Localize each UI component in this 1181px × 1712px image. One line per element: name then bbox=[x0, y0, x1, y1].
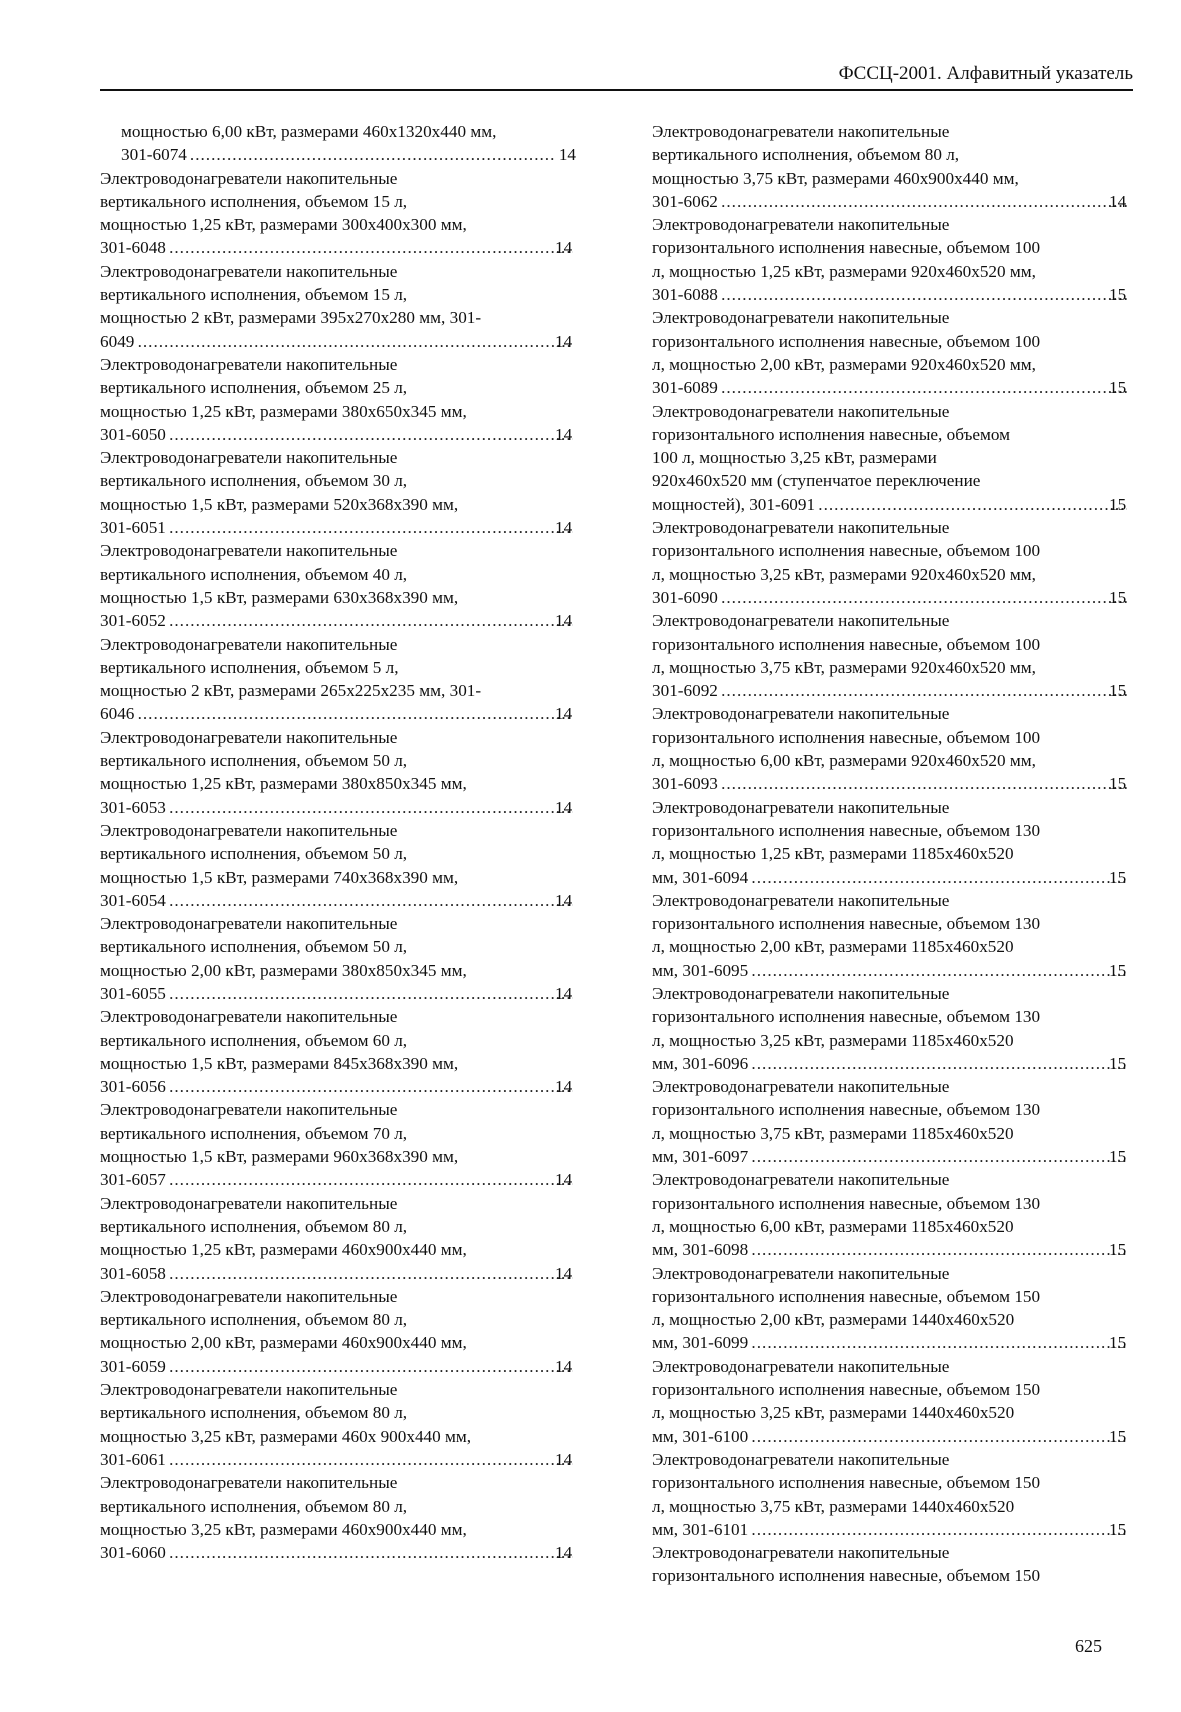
entry-text-line: горизонтального исполнения навесные, объемом 130 bbox=[652, 1193, 1041, 1213]
entry-reference-line: 301-6048 ..... 14 bbox=[121, 236, 576, 259]
entry-reference-line: 301-6050 ..... 14 bbox=[121, 423, 576, 446]
dot-leader bbox=[169, 1075, 573, 1098]
entry-reference-line: 301-6053 ..... 14 bbox=[121, 796, 576, 819]
entry-code: мм, 301-6097 bbox=[652, 1147, 749, 1167]
entry-text-line: вертикального исполнения, объемом 80 л, bbox=[100, 1403, 408, 1423]
dot-leader bbox=[169, 889, 573, 912]
dot-leader bbox=[751, 1145, 1127, 1168]
entry-text-line: 100 л, мощностью 3,25 кВт, размерами bbox=[652, 448, 937, 468]
entry-text-line: Электроводонагреватели накопительные bbox=[652, 401, 950, 421]
entry-text-line: горизонтального исполнения навесные, объемом 130 bbox=[652, 1100, 1041, 1120]
entry-text-line: Электроводонагреватели накопительные bbox=[652, 518, 950, 538]
index-entry bbox=[100, 1098, 576, 1191]
index-entry bbox=[100, 1285, 576, 1378]
entry-text-line: Электроводонагреватели накопительные bbox=[100, 634, 398, 654]
entry-code: 301-6060 bbox=[100, 1543, 166, 1563]
entry-text-line: Электроводонагреватели накопительные bbox=[652, 308, 950, 328]
entry-reference-line: 301-6088 ..... 15 bbox=[673, 283, 1130, 306]
entry-text-line: мощностью 1,5 кВт, размерами 520х368х390 мм, bbox=[100, 494, 459, 514]
entry-text-line: Электроводонагреватели накопительные bbox=[100, 820, 398, 840]
entry-text-line: вертикального исполнения, объемом 50 л, bbox=[100, 937, 408, 957]
entry-text-line: Электроводонагреватели накопительные bbox=[100, 448, 398, 468]
entry-text-line: Электроводонагреватели накопительные bbox=[652, 1543, 950, 1563]
entry-code: 301-6089 bbox=[652, 378, 718, 398]
index-entry bbox=[652, 1168, 1130, 1261]
index-entry bbox=[652, 120, 1130, 213]
index-entry bbox=[100, 1005, 576, 1098]
entry-reference-line: 301-6052 ..... 14 bbox=[121, 609, 576, 632]
entry-text-line: мощностью 1,25 кВт, размерами 460х900х440 мм, bbox=[100, 1240, 467, 1260]
entry-text-line: мощностью 3,25 кВт, размерами 460х900х440 мм, bbox=[100, 1519, 467, 1539]
dot-leader bbox=[721, 376, 1127, 399]
dot-leader bbox=[751, 1518, 1127, 1541]
index-entry bbox=[652, 982, 1130, 1075]
entry-text-line: горизонтального исполнения навесные, объемом 150 bbox=[652, 1473, 1041, 1493]
entry-reference-line: 6046 ..... 14 bbox=[121, 702, 576, 725]
entry-text-line: горизонтального исполнения навесные, объемом 130 bbox=[652, 1007, 1041, 1027]
entry-text-line: мощностью 2 кВт, размерами 265х225х235 мм, 301- bbox=[100, 681, 482, 701]
index-entry bbox=[100, 120, 576, 167]
entry-code: 301-6062 bbox=[652, 191, 718, 211]
entry-text-line: Электроводонагреватели накопительные bbox=[652, 1356, 950, 1376]
index-entry bbox=[100, 446, 576, 539]
entry-text-line: Электроводонагреватели накопительные bbox=[100, 261, 398, 281]
entry-reference-line: 301-6062 ..... 14 bbox=[673, 190, 1130, 213]
dot-leader bbox=[169, 1541, 573, 1564]
entry-text-line: мощностью 1,25 кВт, размерами 380х650х345 мм, bbox=[100, 401, 467, 421]
entry-reference-line: 6049 ..... 14 bbox=[121, 330, 576, 353]
entry-code: мм, 301-6100 bbox=[652, 1426, 749, 1446]
entry-text-line: горизонтального исполнения навесные, объемом 150 bbox=[652, 1380, 1041, 1400]
entry-text-line: Электроводонагреватели накопительные bbox=[652, 1170, 950, 1190]
entry-text-line: вертикального исполнения, объемом 80 л, bbox=[100, 1310, 408, 1330]
entry-text-line: мощностью 1,5 кВт, размерами 960х368х390 мм, bbox=[100, 1147, 459, 1167]
entry-text-line: вертикального исполнения, объемом 80 л, bbox=[652, 145, 960, 165]
entry-code: мм, 301-6094 bbox=[652, 867, 749, 887]
entry-reference-line: 301-6093 ..... 15 bbox=[673, 772, 1130, 795]
dot-leader bbox=[169, 609, 573, 632]
index-entry bbox=[100, 539, 576, 632]
entry-reference-line: 301-6092 ..... 15 bbox=[673, 679, 1130, 702]
entry-text-line: вертикального исполнения, объемом 15 л, bbox=[100, 285, 408, 305]
entry-text-line: л, мощностью 6,00 кВт, размерами 920х460х520 мм, bbox=[652, 751, 1036, 771]
entry-reference-line: мм, 301-6100 ..... 15 bbox=[673, 1425, 1130, 1448]
entry-text-line: мощностью 1,25 кВт, размерами 380х850х345 мм, bbox=[100, 774, 467, 794]
entry-text-line: мощностью 3,75 кВт, размерами 460х900х440 мм, bbox=[652, 168, 1019, 188]
dot-leader bbox=[169, 1168, 573, 1191]
entry-text-line: Электроводонагреватели накопительные bbox=[100, 541, 398, 561]
entry-text-line: Электроводонагреватели накопительные bbox=[652, 797, 950, 817]
entry-text-line: горизонтального исполнения навесные, объемом 100 bbox=[652, 238, 1041, 258]
entry-text-line: мощностью 1,5 кВт, размерами 630х368х390 мм, bbox=[100, 587, 459, 607]
entry-text-line: мощностью 2,00 кВт, размерами 380х850х345 мм, bbox=[100, 960, 467, 980]
index-entry bbox=[100, 726, 576, 819]
dot-leader bbox=[169, 796, 573, 819]
dot-leader bbox=[721, 586, 1127, 609]
index-entry bbox=[100, 353, 576, 446]
entry-text-line: л, мощностью 2,00 кВт, размерами 1185х460х520 bbox=[652, 937, 1014, 957]
entry-text-line: горизонтального исполнения навесные, объемом bbox=[652, 424, 1011, 444]
entry-text-line: мощностью 3,25 кВт, размерами 460х 900х440 мм, bbox=[100, 1426, 472, 1446]
entry-text-line: Электроводонагреватели накопительные bbox=[100, 1473, 398, 1493]
dot-leader bbox=[137, 702, 573, 725]
entry-reference-line: 301-6057 ..... 14 bbox=[121, 1168, 576, 1191]
entry-text-line: горизонтального исполнения навесные, объемом 100 bbox=[652, 541, 1041, 561]
index-entry bbox=[652, 1262, 1130, 1355]
entry-text-line: горизонтального исполнения навесные, объемом 150 bbox=[652, 1566, 1041, 1586]
entry-reference-line: мм, 301-6101 ..... 15 bbox=[673, 1518, 1130, 1541]
dot-leader bbox=[169, 1355, 573, 1378]
entry-text-line: Электроводонагреватели накопительные bbox=[652, 215, 950, 235]
entry-text-line: Электроводонагреватели накопительные bbox=[100, 914, 398, 934]
entry-code: мощностей), 301-6091 bbox=[652, 494, 816, 514]
entry-code: 301-6061 bbox=[100, 1449, 166, 1469]
entry-text-line: вертикального исполнения, объемом 5 л, bbox=[100, 657, 399, 677]
dot-leader bbox=[751, 1331, 1127, 1354]
entry-reference-line: мм, 301-6094 ..... 15 bbox=[673, 866, 1130, 889]
page-number: 625 bbox=[1075, 1636, 1102, 1656]
dot-leader bbox=[169, 516, 573, 539]
entry-text-line: Электроводонагреватели накопительные bbox=[100, 1380, 398, 1400]
entry-text-line: вертикального исполнения, объемом 50 л, bbox=[100, 751, 408, 771]
entry-code: 301-6051 bbox=[100, 518, 166, 538]
entry-text-line: мощностью 1,25 кВт, размерами 300х400х300 мм, bbox=[100, 215, 467, 235]
entry-text-line: вертикального исполнения, объемом 30 л, bbox=[100, 471, 408, 491]
dot-leader bbox=[721, 283, 1127, 306]
entry-code: мм, 301-6098 bbox=[652, 1240, 749, 1260]
entry-text-line: вертикального исполнения, объемом 60 л, bbox=[100, 1030, 408, 1050]
entry-reference-line: 301-6056 ..... 14 bbox=[121, 1075, 576, 1098]
entry-code: 6046 bbox=[100, 704, 135, 724]
entry-code: 301-6057 bbox=[100, 1170, 166, 1190]
entry-text-line: вертикального исполнения, объемом 15 л, bbox=[100, 191, 408, 211]
entry-text-line: л, мощностью 3,75 кВт, размерами 1185х460х520 bbox=[652, 1123, 1014, 1143]
index-column-left bbox=[100, 120, 576, 1564]
entry-code: 301-6048 bbox=[100, 238, 166, 258]
index-entry bbox=[652, 306, 1130, 399]
entry-code: мм, 301-6101 bbox=[652, 1519, 749, 1539]
dot-leader bbox=[169, 1262, 573, 1285]
index-entry bbox=[652, 1075, 1130, 1168]
entry-text-line: л, мощностью 3,25 кВт, размерами 1185х460х520 bbox=[652, 1030, 1014, 1050]
dot-leader bbox=[751, 1425, 1127, 1448]
entry-reference-line: 301-6058 ..... 14 bbox=[121, 1262, 576, 1285]
entry-code: 301-6054 bbox=[100, 890, 166, 910]
entry-code: 6049 bbox=[100, 331, 135, 351]
entry-text-line: Электроводонагреватели накопительные bbox=[652, 611, 950, 631]
entry-code: 301-6055 bbox=[100, 983, 166, 1003]
entry-text-line: горизонтального исполнения навесные, объемом 150 bbox=[652, 1286, 1041, 1306]
index-entry bbox=[652, 796, 1130, 889]
dot-leader bbox=[721, 190, 1127, 213]
entry-text-line: л, мощностью 2,00 кВт, размерами 1440х460х520 bbox=[652, 1310, 1015, 1330]
entry-code: 301-6059 bbox=[100, 1356, 166, 1376]
entry-text-line: Электроводонагреватели накопительные bbox=[100, 1100, 398, 1120]
dot-leader bbox=[190, 143, 556, 166]
entry-text-line: Электроводонагреватели накопительные bbox=[100, 1193, 398, 1213]
entry-text-line: вертикального исполнения, объемом 50 л, bbox=[100, 844, 408, 864]
entry-text-line: л, мощностью 2,00 кВт, размерами 920х460х520 мм, bbox=[652, 354, 1036, 374]
dot-leader bbox=[169, 982, 573, 1005]
entry-text-line: Электроводонагреватели накопительные bbox=[652, 890, 950, 910]
entry-text-line: Электроводонагреватели накопительные bbox=[100, 727, 398, 747]
entry-text-line: л, мощностью 3,75 кВт, размерами 920х460х520 мм, bbox=[652, 657, 1036, 677]
index-entry bbox=[100, 1192, 576, 1285]
entry-code: 301-6090 bbox=[652, 587, 718, 607]
entry-reference-line: мм, 301-6095 ..... 15 bbox=[673, 959, 1130, 982]
entry-reference-line: мм, 301-6096 ..... 15 bbox=[673, 1052, 1130, 1075]
running-header bbox=[100, 62, 1133, 91]
dot-leader bbox=[751, 1052, 1127, 1075]
index-entry bbox=[652, 1448, 1130, 1541]
entry-text-line: Электроводонагреватели накопительные bbox=[100, 1007, 398, 1027]
entry-reference-line: мм, 301-6098 ..... 15 bbox=[673, 1238, 1130, 1261]
entry-text-line: вертикального исполнения, объемом 80 л, bbox=[100, 1496, 408, 1516]
entry-text-line: Электроводонагреватели накопительные bbox=[100, 168, 398, 188]
index-entry bbox=[652, 213, 1130, 306]
header-title: ФССЦ-2001. Алфавитный указатель bbox=[838, 63, 1133, 84]
entry-reference-line bbox=[121, 143, 576, 166]
entry-text-line: мощностью 1,5 кВт, размерами 845х368х390 мм, bbox=[100, 1053, 459, 1073]
entry-text-line: вертикального исполнения, объемом 25 л, bbox=[100, 378, 408, 398]
index-entry bbox=[652, 516, 1130, 609]
entry-code: мм, 301-6095 bbox=[652, 960, 749, 980]
dot-leader bbox=[169, 423, 573, 446]
entry-text-line: вертикального исполнения, объемом 80 л, bbox=[100, 1216, 408, 1236]
index-column-right bbox=[652, 120, 1130, 1588]
dot-leader bbox=[751, 1238, 1127, 1261]
entry-reference-line: мощностей), 301-6091 ..... 15 bbox=[673, 493, 1130, 516]
index-entry bbox=[652, 1355, 1130, 1448]
entry-text-line: мощностью 1,5 кВт, размерами 740х368х390 мм, bbox=[100, 867, 459, 887]
entry-reference-line: мм, 301-6099 ..... 15 bbox=[673, 1331, 1130, 1354]
entry-text-line: горизонтального исполнения навесные, объемом 130 bbox=[652, 914, 1041, 934]
entry-text-line: Электроводонагреватели накопительные bbox=[652, 983, 950, 1003]
index-entry bbox=[652, 889, 1130, 982]
index-entry bbox=[100, 819, 576, 912]
entry-text-line: 920х460х520 мм (ступенчатое переключение bbox=[652, 471, 981, 491]
entry-text-line: л, мощностью 1,25 кВт, размерами 1185х460х520 bbox=[652, 844, 1014, 864]
entry-text-line: горизонтального исполнения навесные, объемом 130 bbox=[652, 820, 1041, 840]
index-entry bbox=[100, 912, 576, 1005]
index-entry bbox=[100, 633, 576, 726]
entry-text-line: мощностью 6,00 кВт, размерами 460х1320х440 мм, bbox=[121, 122, 497, 141]
entry-reference-line: 301-6059 ..... 14 bbox=[121, 1355, 576, 1378]
dot-leader bbox=[721, 679, 1127, 702]
entry-code: 301-6050 bbox=[100, 424, 166, 444]
dot-leader bbox=[751, 959, 1127, 982]
dot-leader bbox=[169, 236, 573, 259]
index-entry bbox=[100, 1378, 576, 1471]
entry-text-line: л, мощностью 6,00 кВт, размерами 1185х460х520 bbox=[652, 1216, 1014, 1236]
entry-text-line: Электроводонагреватели накопительные bbox=[100, 354, 398, 374]
entry-code: 301-6056 bbox=[100, 1077, 166, 1097]
dot-leader bbox=[137, 330, 573, 353]
dot-leader bbox=[818, 493, 1127, 516]
entry-text-line: вертикального исполнения, объемом 70 л, bbox=[100, 1123, 408, 1143]
index-entry bbox=[100, 1471, 576, 1564]
dot-leader bbox=[751, 866, 1127, 889]
dot-leader bbox=[721, 772, 1127, 795]
dot-leader bbox=[169, 1448, 573, 1471]
entry-text-line: мощностью 2,00 кВт, размерами 460х900х440 мм, bbox=[100, 1333, 467, 1353]
entry-code: 301-6092 bbox=[652, 681, 718, 701]
index-entry bbox=[652, 1541, 1130, 1588]
entry-text-line: Электроводонагреватели накопительные bbox=[652, 1449, 950, 1469]
entry-reference-line: 301-6060 ..... 14 bbox=[121, 1541, 576, 1564]
index-entry bbox=[100, 167, 576, 260]
entry-code: 301-6052 bbox=[100, 611, 166, 631]
entry-text-line: Электроводонагреватели накопительные bbox=[652, 1077, 950, 1097]
entry-code: мм, 301-6099 bbox=[652, 1333, 749, 1353]
entry-reference-line: мм, 301-6097 ..... 15 bbox=[673, 1145, 1130, 1168]
entry-text-line: горизонтального исполнения навесные, объемом 100 bbox=[652, 727, 1041, 747]
entry-code: 301-6058 bbox=[100, 1263, 166, 1283]
entry-text-line: Электроводонагреватели накопительные bbox=[652, 122, 950, 141]
entry-reference-line: 301-6051 ..... 14 bbox=[121, 516, 576, 539]
index-entry bbox=[100, 260, 576, 353]
index-entry bbox=[652, 702, 1130, 795]
entry-text-line: л, мощностью 3,25 кВт, размерами 920х460х520 мм, bbox=[652, 564, 1036, 584]
entry-code: мм, 301-6096 bbox=[652, 1053, 749, 1073]
entry-text-line: Электроводонагреватели накопительные bbox=[100, 1286, 398, 1306]
entry-reference-line: 301-6061 ..... 14 bbox=[121, 1448, 576, 1471]
entry-code: 301-6074 bbox=[121, 145, 187, 165]
index-entry bbox=[652, 609, 1130, 702]
index-entry bbox=[652, 400, 1130, 516]
entry-reference-line: 301-6054 ..... 14 bbox=[121, 889, 576, 912]
entry-text-line: л, мощностью 3,75 кВт, размерами 1440х460х520 bbox=[652, 1496, 1015, 1516]
entry-text-line: Электроводонагреватели накопительные bbox=[652, 704, 950, 724]
entry-text-line: Электроводонагреватели накопительные bbox=[652, 1263, 950, 1283]
entry-reference-line: 301-6089 ..... 15 bbox=[673, 376, 1130, 399]
entry-text-line: л, мощностью 1,25 кВт, размерами 920х460х520 мм, bbox=[652, 261, 1036, 281]
entry-code: 301-6088 bbox=[652, 285, 718, 305]
entry-page-ref: 14 bbox=[558, 145, 576, 165]
entry-text-line: горизонтального исполнения навесные, объемом 100 bbox=[652, 331, 1041, 351]
entry-text-line: вертикального исполнения, объемом 40 л, bbox=[100, 564, 408, 584]
entry-text-line: горизонтального исполнения навесные, объемом 100 bbox=[652, 634, 1041, 654]
entry-reference-line: 301-6090 ..... 15 bbox=[673, 586, 1130, 609]
entry-text-line: л, мощностью 3,25 кВт, размерами 1440х460х520 bbox=[652, 1403, 1015, 1423]
entry-reference-line: 301-6055 ..... 14 bbox=[121, 982, 576, 1005]
entry-code: 301-6053 bbox=[100, 797, 166, 817]
entry-code: 301-6093 bbox=[652, 774, 718, 794]
entry-text-line: мощностью 2 кВт, размерами 395х270х280 мм, 301- bbox=[100, 308, 482, 328]
